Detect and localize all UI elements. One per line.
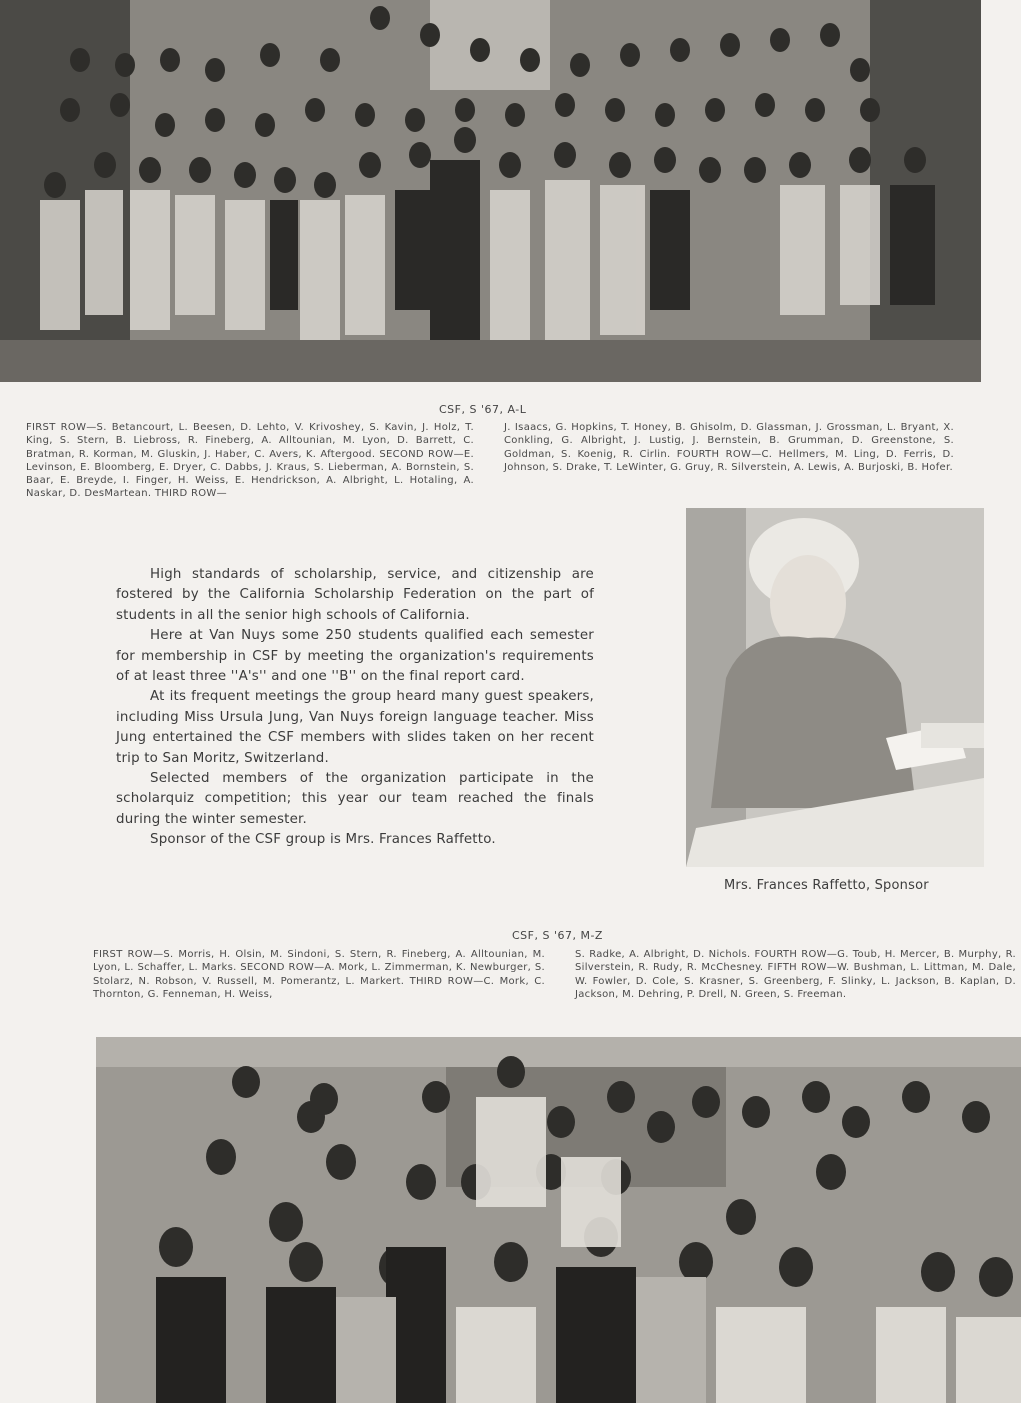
article-paragraph: Sponsor of the CSF group is Mrs. Frances Raffetto. (150, 832, 496, 848)
names-a-l-right: J. Isaacs, G. Hopkins, T. Honey, B. Ghisolm, D. Glassman, J. Grossman, L. Bryant, X. Conkling, G. Albright, J. Lustig, J. Bernstein, B. Grumman, D. Greenstone, S. Goldman, S. Koenig, R. Cirlin. FOURTH ROW—C. Hellmers, M. Ling, D. Ferris, D. Johnson, S. Drake, T. LeWinter, G. Gruy, R. Silverstein, A. Lewis, A. Burjoski, B. Hofer. (504, 422, 954, 473)
names-m-z-left: FIRST ROW—S. Morris, H. Olsin, M. Sindoni, S. Stern, R. Fineberg, A. Alltounian, M. Lyon, L. Schaffer, L. Marks. SECOND ROW—A. Mork, L. Zimmerman, K. Newburger, S. Stolarz, N. Robson, V. Russell, M. Pomerantz, L. Markert. THIRD ROW—C. Mork, C. Thornton, G. Fenneman, H. Weiss, (93, 949, 545, 1000)
article-paragraph: Here at Van Nuys some 250 students qualified each semester for membership in CSF by meeting the organization's requirements of at least three ''A's'' and one ''B'' on the final report card. (116, 628, 594, 685)
article-paragraph: At its frequent meetings the group heard many guest speakers, including Miss Ursula Jung, Van Nuys foreign language teacher. Miss Jung entertained the CSF members with slides taken on her recent trip to San Moritz, Switzerland. (116, 689, 594, 766)
group-photo-a-l (0, 0, 981, 382)
article-paragraph: High standards of scholarship, service, and citizenship are fostered by the California Scholarship Federation on the part of students in all the senior high schools of California. (116, 567, 594, 623)
caption-title-a-l: CSF, S '67, A-L (439, 403, 527, 416)
article-body (116, 565, 594, 851)
article-paragraph: Selected members of the organization participate in the scholarquiz competition; this year our team reached the finals during the winter semester. (116, 771, 594, 827)
group-photo-m-z (96, 1037, 1021, 1403)
sponsor-caption: Mrs. Frances Raffetto, Sponsor (724, 878, 929, 893)
names-m-z-right: S. Radke, A. Albright, D. Nichols. FOURTH ROW—G. Toub, H. Mercer, B. Murphy, R. Silverstein, R. Rudy, R. McChesney. FIFTH ROW—W. Bushman, L. Littman, M. Dale, W. Fowler, D. Cole, S. Krasner, S. Greenberg, F. Slinky, L. Jackson, B. Kaplan, D. Jackson, M. Dehring, P. Drell, N. Green, S. Freeman. (575, 949, 1016, 1000)
names-a-l-left: FIRST ROW—S. Betancourt, L. Beesen, D. Lehto, V. Krivoshey, S. Kavin, J. Holz, T. King, S. Stern, B. Liebross, R. Fineberg, A. Alltounian, M. Lyon, D. Barrett, C. Bratman, R. Korman, M. Gluskin, J. Haber, C. Avers, K. Aftergood. SECOND ROW—E. Levinson, E. Bloomberg, E. Dryer, C. Dabbs, J. Kraus, S. Lieberman, A. Bornstein, S. Baar, E. Breyde, I. Finger, H. Weiss, E. Hendrickson, A. Albright, L. Hotaling, A. Naskar, D. DesMartean. THIRD ROW— (26, 422, 474, 500)
sponsor-photo (686, 508, 984, 867)
caption-title-m-z: CSF, S '67, M-Z (512, 929, 603, 942)
